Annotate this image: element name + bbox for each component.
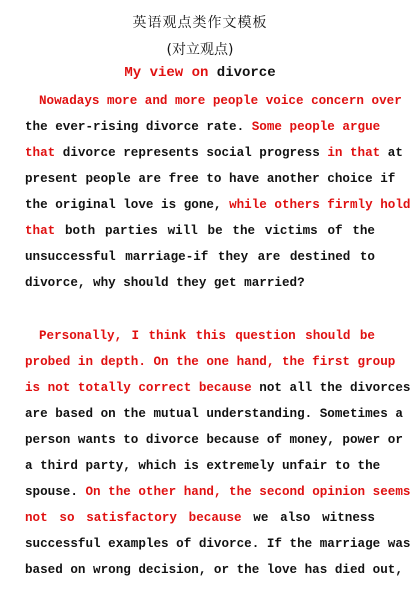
paragraph-2: [25, 323, 410, 583]
highlighted-phrase: Personally, I think this question should be: [39, 329, 375, 343]
body-text: both parties will be the victims of the: [55, 224, 375, 238]
body-text: present people are free to have another choice if: [25, 172, 396, 186]
body-text: person wants to divorce because of money, power or: [25, 433, 403, 447]
body-text: at: [380, 146, 403, 160]
text-line: [25, 349, 396, 375]
text-line: [25, 401, 403, 427]
highlighted-phrase: Nowadays more and more people voice concern over: [39, 94, 402, 108]
page-title: 英语观点类作文模板: [132, 15, 268, 31]
text-line: [25, 557, 403, 583]
text-line: [25, 166, 396, 192]
text-line: [25, 427, 403, 453]
highlighted-phrase: On the other hand, the second opinion seems: [85, 485, 410, 499]
body-text: divorce, why should they get married?: [25, 276, 305, 290]
body-text: the ever-rising divorce rate.: [25, 120, 252, 134]
text-line: [25, 244, 375, 270]
body-text: a third party, which is extremely unfair to the: [25, 459, 381, 473]
essay-heading-topic: divorce: [208, 65, 276, 81]
essay-heading: [0, 65, 400, 81]
text-line: [25, 479, 410, 505]
text-line: [25, 323, 375, 349]
text-line: [25, 453, 381, 479]
text-line: [25, 192, 410, 218]
highlighted-phrase: while others firmly hold: [229, 198, 410, 212]
highlighted-phrase: not so satisfactory because: [25, 511, 242, 525]
text-line: [25, 505, 375, 531]
highlighted-phrase: in that: [327, 146, 381, 160]
essay-heading-lead: My view on: [124, 65, 209, 81]
body-text: unsuccessful marriage-if they are destined to: [25, 250, 375, 264]
highlighted-phrase: Some people argue: [251, 120, 381, 134]
text-line: [25, 218, 375, 244]
body-text: based on wrong decision, or the love has died out,: [25, 563, 403, 577]
text-line: [25, 140, 403, 166]
body-text: the original love is gone,: [25, 198, 230, 212]
page-subtitle: (对立观点): [166, 42, 234, 58]
text-line: [25, 375, 410, 401]
text-line: [25, 114, 381, 140]
highlighted-phrase: that: [25, 224, 56, 238]
body-text: successful examples of divorce. If the marriage was: [25, 537, 410, 551]
body-text: are based on the mutual understanding. Sometimes a: [25, 407, 403, 421]
text-line: [25, 270, 375, 296]
highlighted-phrase: is not totally correct because: [25, 381, 252, 395]
highlighted-phrase: that: [25, 146, 56, 160]
paragraph-1: [25, 88, 410, 296]
highlighted-phrase: probed in depth. On the one hand, the first group: [25, 355, 396, 369]
text-line: [25, 88, 402, 114]
text-line: [25, 531, 410, 557]
body-text: we also witness: [241, 511, 375, 525]
body-text: not all the divorces: [251, 381, 410, 395]
body-text: divorce represents social progress: [55, 146, 328, 160]
body-text: spouse.: [25, 485, 86, 499]
